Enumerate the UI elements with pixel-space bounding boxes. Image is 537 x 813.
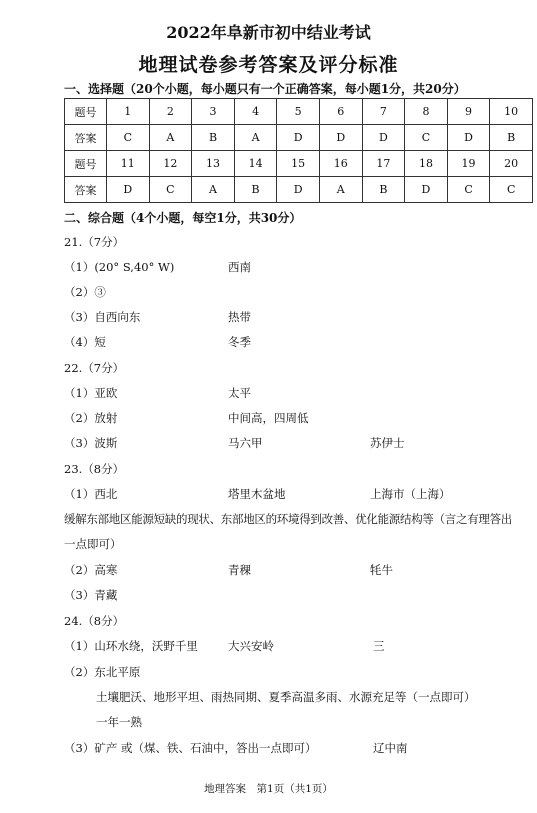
question-number-cell: 6 <box>319 99 362 125</box>
section2-heading: 二、综合题（4个小题，每空1分，共30分） <box>64 211 302 225</box>
q21-line3-answer-b: 热带 <box>228 310 251 324</box>
q23-line2-answer-b: 青稞 <box>228 563 251 577</box>
q22-line3-answer-a: （3）波斯 <box>64 436 118 450</box>
table-number-row <box>65 151 533 177</box>
question-number-cell: 12 <box>149 151 192 177</box>
q21-line1-answer-a: （1）(20° S,40° W) <box>64 260 175 274</box>
exam-title: 2022年阜新市初中结业考试 <box>166 23 371 42</box>
question-number-cell: 3 <box>192 99 235 125</box>
table-row-label: 答案 <box>65 177 107 203</box>
answer-cell: B <box>362 177 405 203</box>
q22-line1-answer-b: 太平 <box>228 386 251 400</box>
answer-cell: C <box>405 125 448 151</box>
question-number-cell: 5 <box>277 99 320 125</box>
answer-cell: B <box>234 177 277 203</box>
q23-heading: 23.（8分） <box>64 462 125 476</box>
q21-heading: 21.（7分） <box>64 235 125 249</box>
section1-heading: 一、选择题（20个小题，每小题只有一个正确答案，每小题1分，共20分） <box>64 82 466 96</box>
q22-line1-answer-a: （1）亚欧 <box>64 386 118 400</box>
q23-explanation-line2: 一点即可） <box>64 537 122 551</box>
answer-cell: B <box>192 125 235 151</box>
exam-subtitle: 地理试卷参考答案及评分标准 <box>138 54 399 76</box>
question-number-cell: 1 <box>107 99 150 125</box>
q23-line1-answer-b: 塔里木盆地 <box>228 487 286 501</box>
q22-line3-answer-b: 马六甲 <box>228 436 263 450</box>
question-number-cell: 11 <box>107 151 150 177</box>
answer-cell: C <box>490 177 533 203</box>
question-number-cell: 15 <box>277 151 320 177</box>
choice-answer-table <box>64 98 533 203</box>
answer-cell: B <box>490 125 533 151</box>
q22-line2-answer-b: 中间高，四周低 <box>228 411 309 425</box>
q24-heading: 24.（8分） <box>64 614 125 628</box>
answer-cell: C <box>447 177 490 203</box>
table-row-label: 题号 <box>65 151 107 177</box>
q23-line2-answer-a: （2）高寒 <box>64 563 118 577</box>
q24-line1-answer-b: 大兴安岭 <box>228 639 274 653</box>
table-row-label: 题号 <box>65 99 107 125</box>
table-row-label: 答案 <box>65 125 107 151</box>
page-footer: 地理答案 第1页（共1页） <box>204 783 333 795</box>
answer-cell: D <box>447 125 490 151</box>
answer-cell: A <box>234 125 277 151</box>
answer-cell: C <box>107 125 150 151</box>
q21-line4-answer-a: （4）短 <box>64 335 106 349</box>
question-number-cell: 8 <box>405 99 448 125</box>
q22-line2-answer-a: （2）放射 <box>64 411 118 425</box>
q24-line2-detail2: 一年一熟 <box>96 715 142 729</box>
q24-line2-answer-a: （2）东北平原 <box>64 665 141 679</box>
answer-cell: A <box>319 177 362 203</box>
answer-cell: D <box>362 125 405 151</box>
question-number-cell: 7 <box>362 99 405 125</box>
question-number-cell: 19 <box>447 151 490 177</box>
answer-cell: D <box>277 177 320 203</box>
q24-line2-detail: 土壤肥沃、地形平坦、雨热同期、夏季高温多雨、水源充足等（一点即可） <box>96 690 476 704</box>
answer-cell: D <box>277 125 320 151</box>
question-number-cell: 13 <box>192 151 235 177</box>
question-number-cell: 18 <box>405 151 448 177</box>
answer-cell: D <box>319 125 362 151</box>
question-number-cell: 16 <box>319 151 362 177</box>
q21-line4-answer-b: 冬季 <box>228 335 251 349</box>
question-number-cell: 4 <box>234 99 277 125</box>
q23-line2-answer-c: 牦牛 <box>370 563 393 577</box>
table-answer-row <box>65 125 533 151</box>
q24-line3-answer-a: （3）矿产 或（煤、铁、石油中，答出一点即可） <box>64 741 317 755</box>
q21-line2-answer-a: （2）③ <box>64 285 106 299</box>
answer-cell: D <box>405 177 448 203</box>
q23-line1-answer-c: 上海市（上海） <box>370 487 451 501</box>
q23-explanation-line1: 缓解东部地区能源短缺的现状、东部地区的环境得到改善、优化能源结构等（言之有理答出 <box>64 512 512 526</box>
q23-line3-answer-a: （3）青藏 <box>64 588 118 602</box>
question-number-cell: 10 <box>490 99 533 125</box>
question-number-cell: 20 <box>490 151 533 177</box>
question-number-cell: 2 <box>149 99 192 125</box>
question-number-cell: 9 <box>447 99 490 125</box>
q22-heading: 22.（7分） <box>64 361 125 375</box>
table-number-row <box>65 99 533 125</box>
question-number-cell: 14 <box>234 151 277 177</box>
q24-line1-answer-c: 三 <box>373 639 385 653</box>
answer-cell: A <box>149 125 192 151</box>
q23-line1-answer-a: （1）西北 <box>64 487 118 501</box>
answer-cell: C <box>149 177 192 203</box>
q24-line3-answer-b: 辽中南 <box>373 741 408 755</box>
q22-line3-answer-c: 苏伊士 <box>370 436 405 450</box>
answer-cell: A <box>192 177 235 203</box>
question-number-cell: 17 <box>362 151 405 177</box>
table-answer-row <box>65 177 533 203</box>
answer-cell: D <box>107 177 150 203</box>
q24-line1-answer-a: （1）山环水绕，沃野千里 <box>64 639 198 653</box>
q21-line1-answer-b: 西南 <box>228 260 251 274</box>
q21-line3-answer-a: （3）自西向东 <box>64 310 141 324</box>
